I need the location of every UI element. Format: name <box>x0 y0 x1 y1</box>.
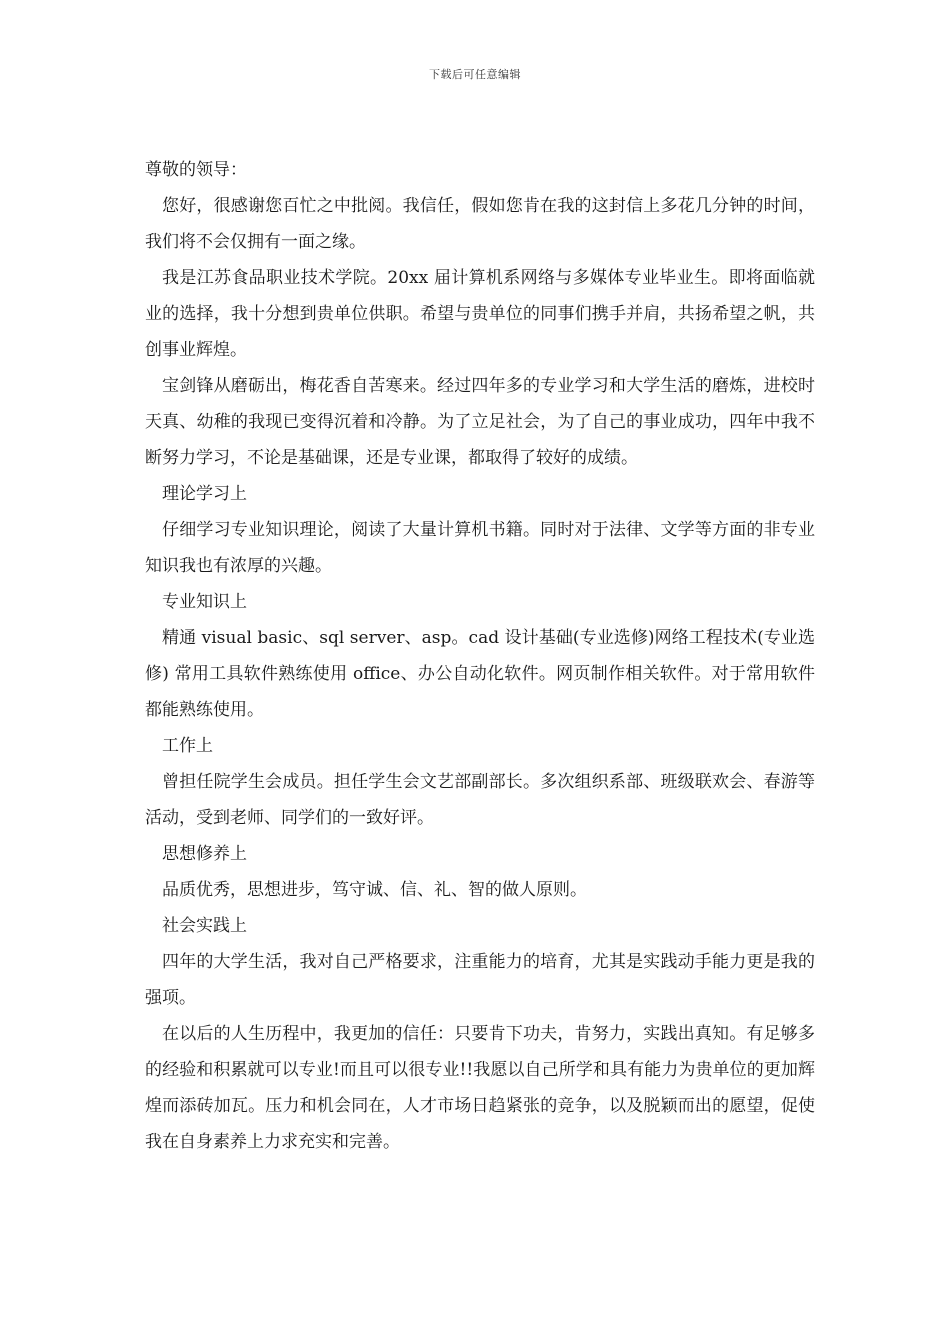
letter-body <box>145 152 815 1160</box>
paragraph-greeting: 您好，很感谢您百忙之中批阅。我信任，假如您肯在我的这封信上多花几分钟的时间，我们将不会仅拥有一面之缘。 <box>145 196 815 252</box>
section-heading-theory: 理论学习上 <box>162 484 247 504</box>
section-heading-character: 思想修养上 <box>162 844 247 864</box>
section-heading-work: 工作上 <box>162 736 213 756</box>
paragraph-work: 曾担任院学生会成员。担任学生会文艺部副部长。多次组织系部、班级联欢会、春游等活动，受到老师、同学们的一致好评。 <box>145 772 815 828</box>
page-header: 下载后可任意编辑 <box>429 68 521 81</box>
paragraph-practice: 四年的大学生活，我对自己严格要求，注重能力的培育，尤其是实践动手能力更是我的强项。 <box>145 952 815 1008</box>
paragraph-theory: 仔细学习专业知识理论，阅读了大量计算机书籍。同时对于法律、文学等方面的非专业知识我也有浓厚的兴趣。 <box>145 520 815 576</box>
paragraph-experience: 宝剑锋从磨砺出，梅花香自苦寒来。经过四年多的专业学习和大学生活的磨炼，进校时天真、幼稚的我现已变得沉着和冷静。为了立足社会，为了自己的事业成功，四年中我不断努力学习，不论是基础课，还是专业课，都取得了较好的成绩。 <box>145 376 815 468</box>
paragraph-introduction: 我是江苏食品职业技术学院。20xx 届计算机系网络与多媒体专业毕业生。即将面临就业的选择，我十分想到贵单位供职。希望与贵单位的同事们携手并肩，共扬希望之帆，共创事业辉煌。 <box>145 268 815 360</box>
section-heading-knowledge: 专业知识上 <box>162 592 247 612</box>
salutation: 尊敬的领导： <box>145 160 247 180</box>
paragraph-character: 品质优秀，思想进步，笃守诚、信、礼、智的做人原则。 <box>162 880 587 900</box>
paragraph-knowledge: 精通 visual basic、sql server、asp。cad 设计基础(专业选修)网络工程技术(专业选修) 常用工具软件熟练使用 office、办公自动化软件。网页制作相关软件。对于常用软件都能熟练使用。 <box>145 628 815 720</box>
paragraph-closing: 在以后的人生历程中，我更加的信任：只要肯下功夫，肯努力，实践出真知。有足够多的经验和积累就可以专业!而且可以很专业!!我愿以自己所学和具有能力为贵单位的更加辉煌而添砖加瓦。压力和机会同在，人才市场日趋紧张的竞争，以及脱颖而出的愿望，促使我在自身素养上力求充实和完善。 <box>145 1024 815 1152</box>
section-heading-practice: 社会实践上 <box>162 916 247 936</box>
